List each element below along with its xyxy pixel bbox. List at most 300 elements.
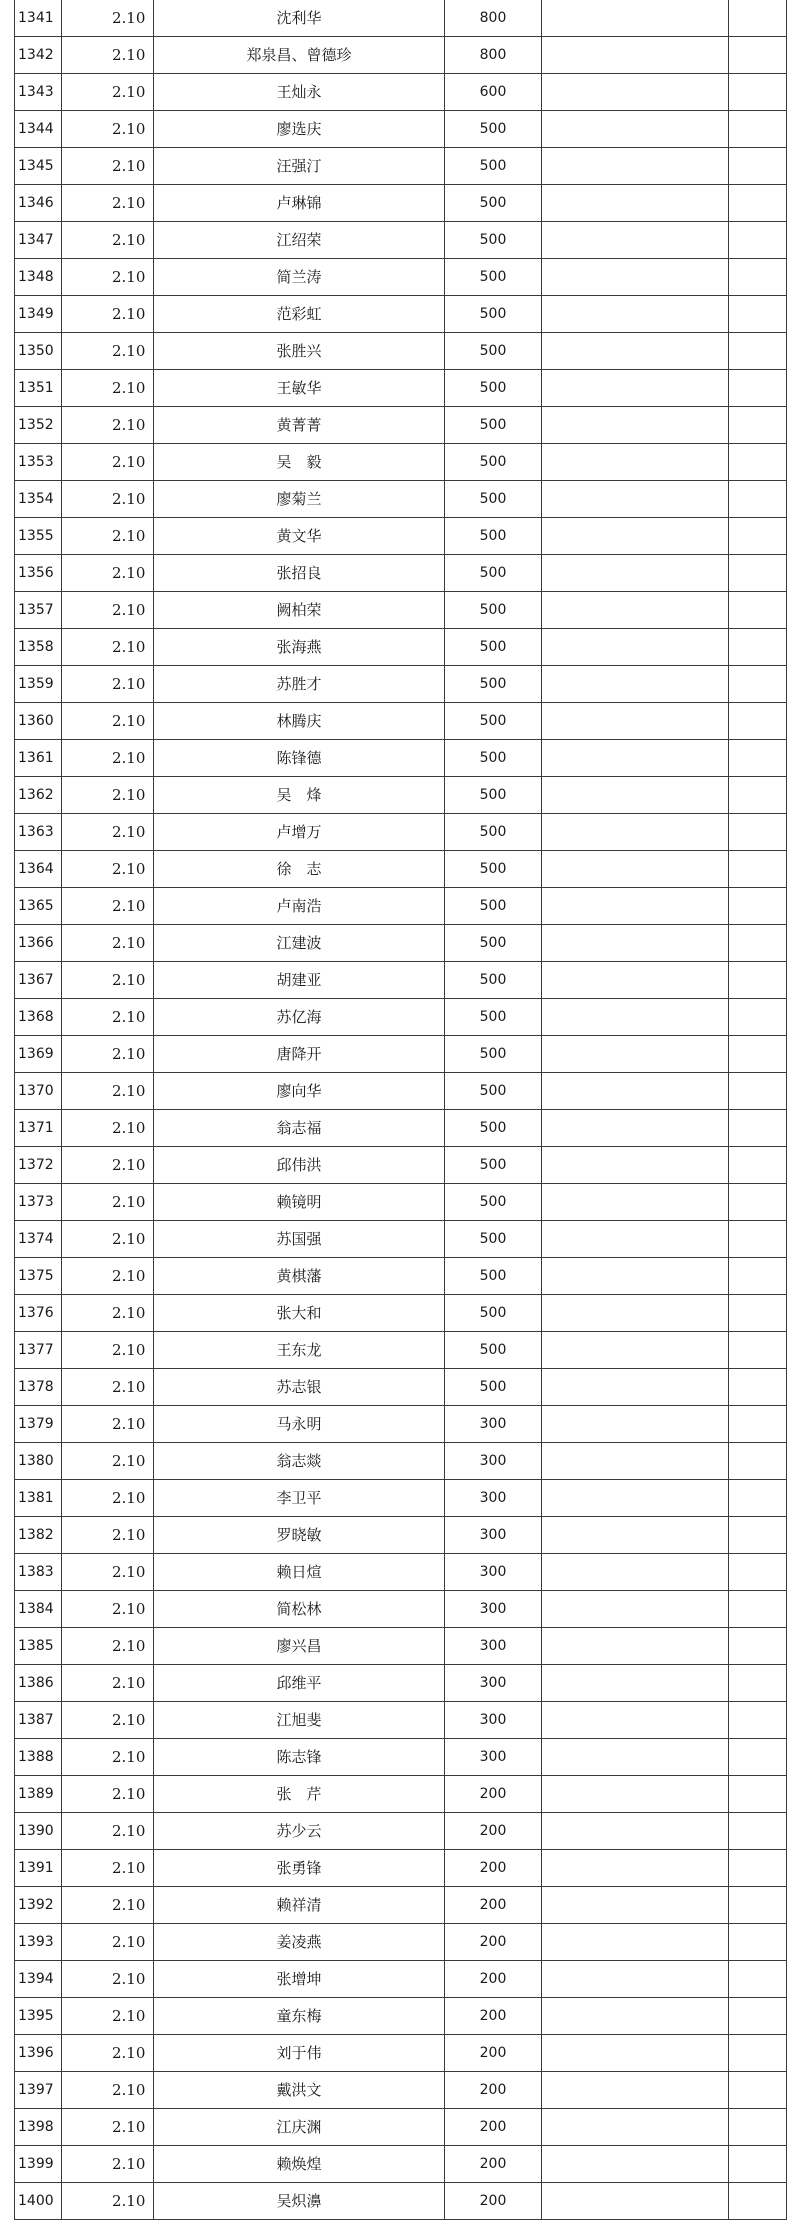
cell-blank xyxy=(542,1258,729,1295)
cell-blank xyxy=(542,1221,729,1258)
cell-blank xyxy=(729,666,787,703)
cell-number: 1355 xyxy=(15,518,62,555)
cell-blank xyxy=(542,481,729,518)
cell-amount: 500 xyxy=(445,851,542,888)
cell-date: 2.10 xyxy=(62,2146,154,2183)
cell-amount: 500 xyxy=(445,296,542,333)
table-row xyxy=(15,1665,787,1702)
cell-number: 1396 xyxy=(15,2035,62,2072)
cell-amount: 300 xyxy=(445,1702,542,1739)
cell-name: 张招良 xyxy=(154,555,445,592)
cell-date: 2.10 xyxy=(62,111,154,148)
cell-date: 2.10 xyxy=(62,1406,154,1443)
cell-name: 张海燕 xyxy=(154,629,445,666)
cell-date: 2.10 xyxy=(62,1924,154,1961)
table-row xyxy=(15,1258,787,1295)
cell-number: 1352 xyxy=(15,407,62,444)
cell-blank xyxy=(542,777,729,814)
cell-amount: 500 xyxy=(445,703,542,740)
cell-amount: 200 xyxy=(445,2183,542,2220)
cell-date: 2.10 xyxy=(62,1369,154,1406)
cell-blank xyxy=(542,37,729,74)
cell-name: 赖日煊 xyxy=(154,1554,445,1591)
cell-date: 2.10 xyxy=(62,2035,154,2072)
cell-name: 赖祥清 xyxy=(154,1887,445,1924)
table-row xyxy=(15,1702,787,1739)
cell-blank xyxy=(729,925,787,962)
cell-blank xyxy=(729,1702,787,1739)
cell-name: 廖向华 xyxy=(154,1073,445,1110)
cell-amount: 500 xyxy=(445,185,542,222)
table-row xyxy=(15,740,787,777)
cell-blank xyxy=(729,1184,787,1221)
cell-amount: 300 xyxy=(445,1480,542,1517)
cell-date: 2.10 xyxy=(62,1887,154,1924)
cell-name: 刘于伟 xyxy=(154,2035,445,2072)
cell-date: 2.10 xyxy=(62,333,154,370)
cell-number: 1378 xyxy=(15,1369,62,1406)
cell-blank xyxy=(542,1480,729,1517)
table-row xyxy=(15,1776,787,1813)
cell-name: 徐 志 xyxy=(154,851,445,888)
cell-number: 1376 xyxy=(15,1295,62,1332)
cell-blank xyxy=(542,666,729,703)
cell-number: 1351 xyxy=(15,370,62,407)
cell-number: 1386 xyxy=(15,1665,62,1702)
cell-name: 王敏华 xyxy=(154,370,445,407)
cell-date: 2.10 xyxy=(62,518,154,555)
cell-date: 2.10 xyxy=(62,2183,154,2220)
cell-blank xyxy=(542,1739,729,1776)
cell-name: 吴炽濞 xyxy=(154,2183,445,2220)
cell-date: 2.10 xyxy=(62,296,154,333)
cell-number: 1389 xyxy=(15,1776,62,1813)
cell-blank xyxy=(729,407,787,444)
cell-number: 1358 xyxy=(15,629,62,666)
cell-name: 姜凌燕 xyxy=(154,1924,445,1961)
cell-blank xyxy=(729,111,787,148)
table-row xyxy=(15,2183,787,2220)
cell-amount: 500 xyxy=(445,518,542,555)
cell-number: 1379 xyxy=(15,1406,62,1443)
cell-name: 陈志锋 xyxy=(154,1739,445,1776)
cell-number: 1368 xyxy=(15,999,62,1036)
cell-name: 阙柏荣 xyxy=(154,592,445,629)
cell-blank xyxy=(729,888,787,925)
cell-blank xyxy=(729,1665,787,1702)
cell-name: 简兰涛 xyxy=(154,259,445,296)
cell-blank xyxy=(542,999,729,1036)
cell-blank xyxy=(542,1073,729,1110)
cell-date: 2.10 xyxy=(62,1739,154,1776)
table-row xyxy=(15,1517,787,1554)
cell-amount: 500 xyxy=(445,1073,542,1110)
cell-name: 江旭斐 xyxy=(154,1702,445,1739)
table-row xyxy=(15,1628,787,1665)
cell-amount: 200 xyxy=(445,1850,542,1887)
table-row xyxy=(15,222,787,259)
cell-number: 1397 xyxy=(15,2072,62,2109)
cell-name: 胡建亚 xyxy=(154,962,445,999)
cell-amount: 800 xyxy=(445,0,542,37)
cell-blank xyxy=(542,296,729,333)
table-row xyxy=(15,1554,787,1591)
cell-blank xyxy=(542,740,729,777)
cell-number: 1391 xyxy=(15,1850,62,1887)
cell-amount: 500 xyxy=(445,999,542,1036)
cell-blank xyxy=(542,592,729,629)
table-row xyxy=(15,518,787,555)
cell-amount: 500 xyxy=(445,814,542,851)
cell-date: 2.10 xyxy=(62,185,154,222)
cell-date: 2.10 xyxy=(62,1221,154,1258)
cell-number: 1367 xyxy=(15,962,62,999)
cell-blank xyxy=(542,555,729,592)
table-row xyxy=(15,481,787,518)
cell-blank xyxy=(729,1073,787,1110)
cell-blank xyxy=(542,2072,729,2109)
cell-name: 邱伟洪 xyxy=(154,1147,445,1184)
cell-blank xyxy=(729,555,787,592)
cell-blank xyxy=(729,74,787,111)
cell-blank xyxy=(542,1776,729,1813)
cell-number: 1387 xyxy=(15,1702,62,1739)
cell-number: 1392 xyxy=(15,1887,62,1924)
cell-blank xyxy=(542,185,729,222)
cell-blank xyxy=(729,2146,787,2183)
cell-date: 2.10 xyxy=(62,1073,154,1110)
cell-date: 2.10 xyxy=(62,148,154,185)
table-row xyxy=(15,444,787,481)
cell-blank xyxy=(542,814,729,851)
cell-number: 1354 xyxy=(15,481,62,518)
cell-blank xyxy=(729,296,787,333)
cell-date: 2.10 xyxy=(62,1258,154,1295)
cell-date: 2.10 xyxy=(62,1036,154,1073)
cell-number: 1372 xyxy=(15,1147,62,1184)
cell-date: 2.10 xyxy=(62,1961,154,1998)
cell-blank xyxy=(729,222,787,259)
table-row xyxy=(15,1739,787,1776)
table-row xyxy=(15,888,787,925)
table-row xyxy=(15,1924,787,1961)
cell-amount: 500 xyxy=(445,1110,542,1147)
cell-blank xyxy=(729,1147,787,1184)
cell-blank xyxy=(729,1443,787,1480)
cell-number: 1356 xyxy=(15,555,62,592)
table-row xyxy=(15,1443,787,1480)
cell-blank xyxy=(542,1295,729,1332)
cell-name: 汪强汀 xyxy=(154,148,445,185)
cell-date: 2.10 xyxy=(62,999,154,1036)
cell-amount: 300 xyxy=(445,1739,542,1776)
cell-name: 吴 毅 xyxy=(154,444,445,481)
cell-name: 简松林 xyxy=(154,1591,445,1628)
table-row xyxy=(15,2035,787,2072)
table-row xyxy=(15,703,787,740)
cell-blank xyxy=(542,2183,729,2220)
cell-date: 2.10 xyxy=(62,1332,154,1369)
table-row xyxy=(15,999,787,1036)
cell-date: 2.10 xyxy=(62,851,154,888)
cell-date: 2.10 xyxy=(62,925,154,962)
cell-number: 1343 xyxy=(15,74,62,111)
cell-amount: 500 xyxy=(445,481,542,518)
cell-blank xyxy=(542,518,729,555)
cell-date: 2.10 xyxy=(62,1702,154,1739)
cell-name: 吴 烽 xyxy=(154,777,445,814)
cell-blank xyxy=(542,925,729,962)
cell-date: 2.10 xyxy=(62,1850,154,1887)
cell-blank xyxy=(729,962,787,999)
cell-name: 王灿永 xyxy=(154,74,445,111)
cell-blank xyxy=(542,1517,729,1554)
cell-date: 2.10 xyxy=(62,1480,154,1517)
cell-name: 王东龙 xyxy=(154,1332,445,1369)
cell-blank xyxy=(729,1887,787,1924)
table-row xyxy=(15,37,787,74)
cell-amount: 500 xyxy=(445,666,542,703)
cell-blank xyxy=(729,2183,787,2220)
table-row xyxy=(15,1036,787,1073)
cell-blank xyxy=(729,1110,787,1147)
cell-name: 张增坤 xyxy=(154,1961,445,1998)
cell-blank xyxy=(729,2109,787,2146)
cell-date: 2.10 xyxy=(62,0,154,37)
cell-blank xyxy=(542,444,729,481)
cell-number: 1384 xyxy=(15,1591,62,1628)
cell-name: 苏少云 xyxy=(154,1813,445,1850)
table-row xyxy=(15,1221,787,1258)
cell-name: 郑泉昌、曾德珍 xyxy=(154,37,445,74)
cell-amount: 300 xyxy=(445,1628,542,1665)
cell-blank xyxy=(729,1813,787,1850)
table-row xyxy=(15,74,787,111)
cell-number: 1353 xyxy=(15,444,62,481)
cell-amount: 300 xyxy=(445,1554,542,1591)
cell-number: 1342 xyxy=(15,37,62,74)
cell-date: 2.10 xyxy=(62,1147,154,1184)
cell-date: 2.10 xyxy=(62,1776,154,1813)
cell-blank xyxy=(542,1332,729,1369)
cell-name: 张大和 xyxy=(154,1295,445,1332)
cell-blank xyxy=(729,333,787,370)
table-row xyxy=(15,1813,787,1850)
cell-date: 2.10 xyxy=(62,222,154,259)
cell-number: 1381 xyxy=(15,1480,62,1517)
cell-date: 2.10 xyxy=(62,777,154,814)
cell-date: 2.10 xyxy=(62,1517,154,1554)
cell-amount: 500 xyxy=(445,592,542,629)
cell-number: 1399 xyxy=(15,2146,62,2183)
cell-number: 1350 xyxy=(15,333,62,370)
cell-blank xyxy=(729,1554,787,1591)
cell-number: 1375 xyxy=(15,1258,62,1295)
table-row xyxy=(15,1369,787,1406)
cell-amount: 500 xyxy=(445,777,542,814)
cell-amount: 500 xyxy=(445,1036,542,1073)
cell-name: 罗晓敏 xyxy=(154,1517,445,1554)
cell-blank xyxy=(729,1961,787,1998)
cell-amount: 500 xyxy=(445,1221,542,1258)
cell-date: 2.10 xyxy=(62,1628,154,1665)
cell-blank xyxy=(729,518,787,555)
cell-number: 1359 xyxy=(15,666,62,703)
cell-blank xyxy=(542,1554,729,1591)
cell-number: 1393 xyxy=(15,1924,62,1961)
cell-blank xyxy=(542,1961,729,1998)
cell-blank xyxy=(542,1406,729,1443)
cell-number: 1363 xyxy=(15,814,62,851)
table-row xyxy=(15,851,787,888)
cell-name: 黄文华 xyxy=(154,518,445,555)
cell-name: 童东梅 xyxy=(154,1998,445,2035)
cell-amount: 200 xyxy=(445,2109,542,2146)
cell-date: 2.10 xyxy=(62,962,154,999)
cell-blank xyxy=(729,703,787,740)
cell-date: 2.10 xyxy=(62,2072,154,2109)
cell-number: 1383 xyxy=(15,1554,62,1591)
cell-blank xyxy=(729,37,787,74)
table-row xyxy=(15,1591,787,1628)
cell-date: 2.10 xyxy=(62,1591,154,1628)
cell-amount: 500 xyxy=(445,962,542,999)
cell-name: 赖镜明 xyxy=(154,1184,445,1221)
cell-number: 1366 xyxy=(15,925,62,962)
cell-number: 1377 xyxy=(15,1332,62,1369)
cell-blank xyxy=(542,259,729,296)
cell-blank xyxy=(542,2035,729,2072)
table-row xyxy=(15,1998,787,2035)
cell-name: 邱维平 xyxy=(154,1665,445,1702)
cell-name: 张勇锋 xyxy=(154,1850,445,1887)
table-row xyxy=(15,555,787,592)
cell-number: 1400 xyxy=(15,2183,62,2220)
cell-date: 2.10 xyxy=(62,2109,154,2146)
cell-name: 江绍荣 xyxy=(154,222,445,259)
cell-blank xyxy=(729,370,787,407)
cell-blank xyxy=(542,1998,729,2035)
cell-blank xyxy=(542,2109,729,2146)
cell-blank xyxy=(729,444,787,481)
cell-name: 沈利华 xyxy=(154,0,445,37)
cell-number: 1360 xyxy=(15,703,62,740)
cell-name: 苏亿海 xyxy=(154,999,445,1036)
cell-blank xyxy=(729,777,787,814)
cell-date: 2.10 xyxy=(62,37,154,74)
cell-amount: 500 xyxy=(445,1147,542,1184)
cell-date: 2.10 xyxy=(62,555,154,592)
cell-number: 1345 xyxy=(15,148,62,185)
cell-blank xyxy=(542,370,729,407)
table-row xyxy=(15,2109,787,2146)
cell-blank xyxy=(729,148,787,185)
cell-blank xyxy=(729,1739,787,1776)
cell-date: 2.10 xyxy=(62,370,154,407)
cell-blank xyxy=(542,1110,729,1147)
cell-date: 2.10 xyxy=(62,629,154,666)
table-row xyxy=(15,1332,787,1369)
cell-number: 1371 xyxy=(15,1110,62,1147)
cell-number: 1362 xyxy=(15,777,62,814)
cell-name: 黄菁菁 xyxy=(154,407,445,444)
cell-name: 江建波 xyxy=(154,925,445,962)
cell-number: 1395 xyxy=(15,1998,62,2035)
table-row xyxy=(15,296,787,333)
cell-date: 2.10 xyxy=(62,1184,154,1221)
cell-number: 1347 xyxy=(15,222,62,259)
cell-amount: 300 xyxy=(445,1517,542,1554)
cell-number: 1382 xyxy=(15,1517,62,1554)
cell-amount: 500 xyxy=(445,1184,542,1221)
cell-blank xyxy=(729,2035,787,2072)
cell-name: 陈锋德 xyxy=(154,740,445,777)
cell-blank xyxy=(729,629,787,666)
cell-amount: 500 xyxy=(445,333,542,370)
table-row xyxy=(15,1480,787,1517)
cell-amount: 200 xyxy=(445,1961,542,1998)
cell-blank xyxy=(542,1850,729,1887)
cell-name: 苏胜才 xyxy=(154,666,445,703)
cell-name: 戴洪文 xyxy=(154,2072,445,2109)
cell-date: 2.10 xyxy=(62,481,154,518)
cell-blank xyxy=(729,2072,787,2109)
cell-name: 翁志福 xyxy=(154,1110,445,1147)
table-row xyxy=(15,0,787,37)
cell-blank xyxy=(729,740,787,777)
cell-date: 2.10 xyxy=(62,666,154,703)
cell-amount: 500 xyxy=(445,444,542,481)
cell-number: 1341 xyxy=(15,0,62,37)
cell-name: 卢南浩 xyxy=(154,888,445,925)
cell-date: 2.10 xyxy=(62,1110,154,1147)
cell-blank xyxy=(729,0,787,37)
cell-blank xyxy=(729,1480,787,1517)
cell-name: 张 芹 xyxy=(154,1776,445,1813)
cell-name: 马永明 xyxy=(154,1406,445,1443)
cell-name: 卢琳锦 xyxy=(154,185,445,222)
cell-amount: 300 xyxy=(445,1665,542,1702)
cell-blank xyxy=(729,1776,787,1813)
cell-number: 1390 xyxy=(15,1813,62,1850)
cell-date: 2.10 xyxy=(62,74,154,111)
cell-blank xyxy=(542,1702,729,1739)
cell-amount: 800 xyxy=(445,37,542,74)
cell-date: 2.10 xyxy=(62,740,154,777)
cell-amount: 300 xyxy=(445,1443,542,1480)
cell-blank xyxy=(729,185,787,222)
cell-blank xyxy=(729,851,787,888)
cell-amount: 200 xyxy=(445,1776,542,1813)
cell-blank xyxy=(542,1887,729,1924)
cell-number: 1364 xyxy=(15,851,62,888)
cell-amount: 500 xyxy=(445,1258,542,1295)
table-row xyxy=(15,1147,787,1184)
cell-date: 2.10 xyxy=(62,1554,154,1591)
cell-date: 2.10 xyxy=(62,592,154,629)
cell-name: 林腾庆 xyxy=(154,703,445,740)
cell-name: 范彩虹 xyxy=(154,296,445,333)
cell-amount: 500 xyxy=(445,1369,542,1406)
cell-blank xyxy=(729,999,787,1036)
cell-amount: 600 xyxy=(445,74,542,111)
cell-number: 1373 xyxy=(15,1184,62,1221)
cell-amount: 200 xyxy=(445,1998,542,2035)
cell-amount: 300 xyxy=(445,1591,542,1628)
cell-blank xyxy=(542,1813,729,1850)
table-row xyxy=(15,2146,787,2183)
cell-blank xyxy=(729,1628,787,1665)
